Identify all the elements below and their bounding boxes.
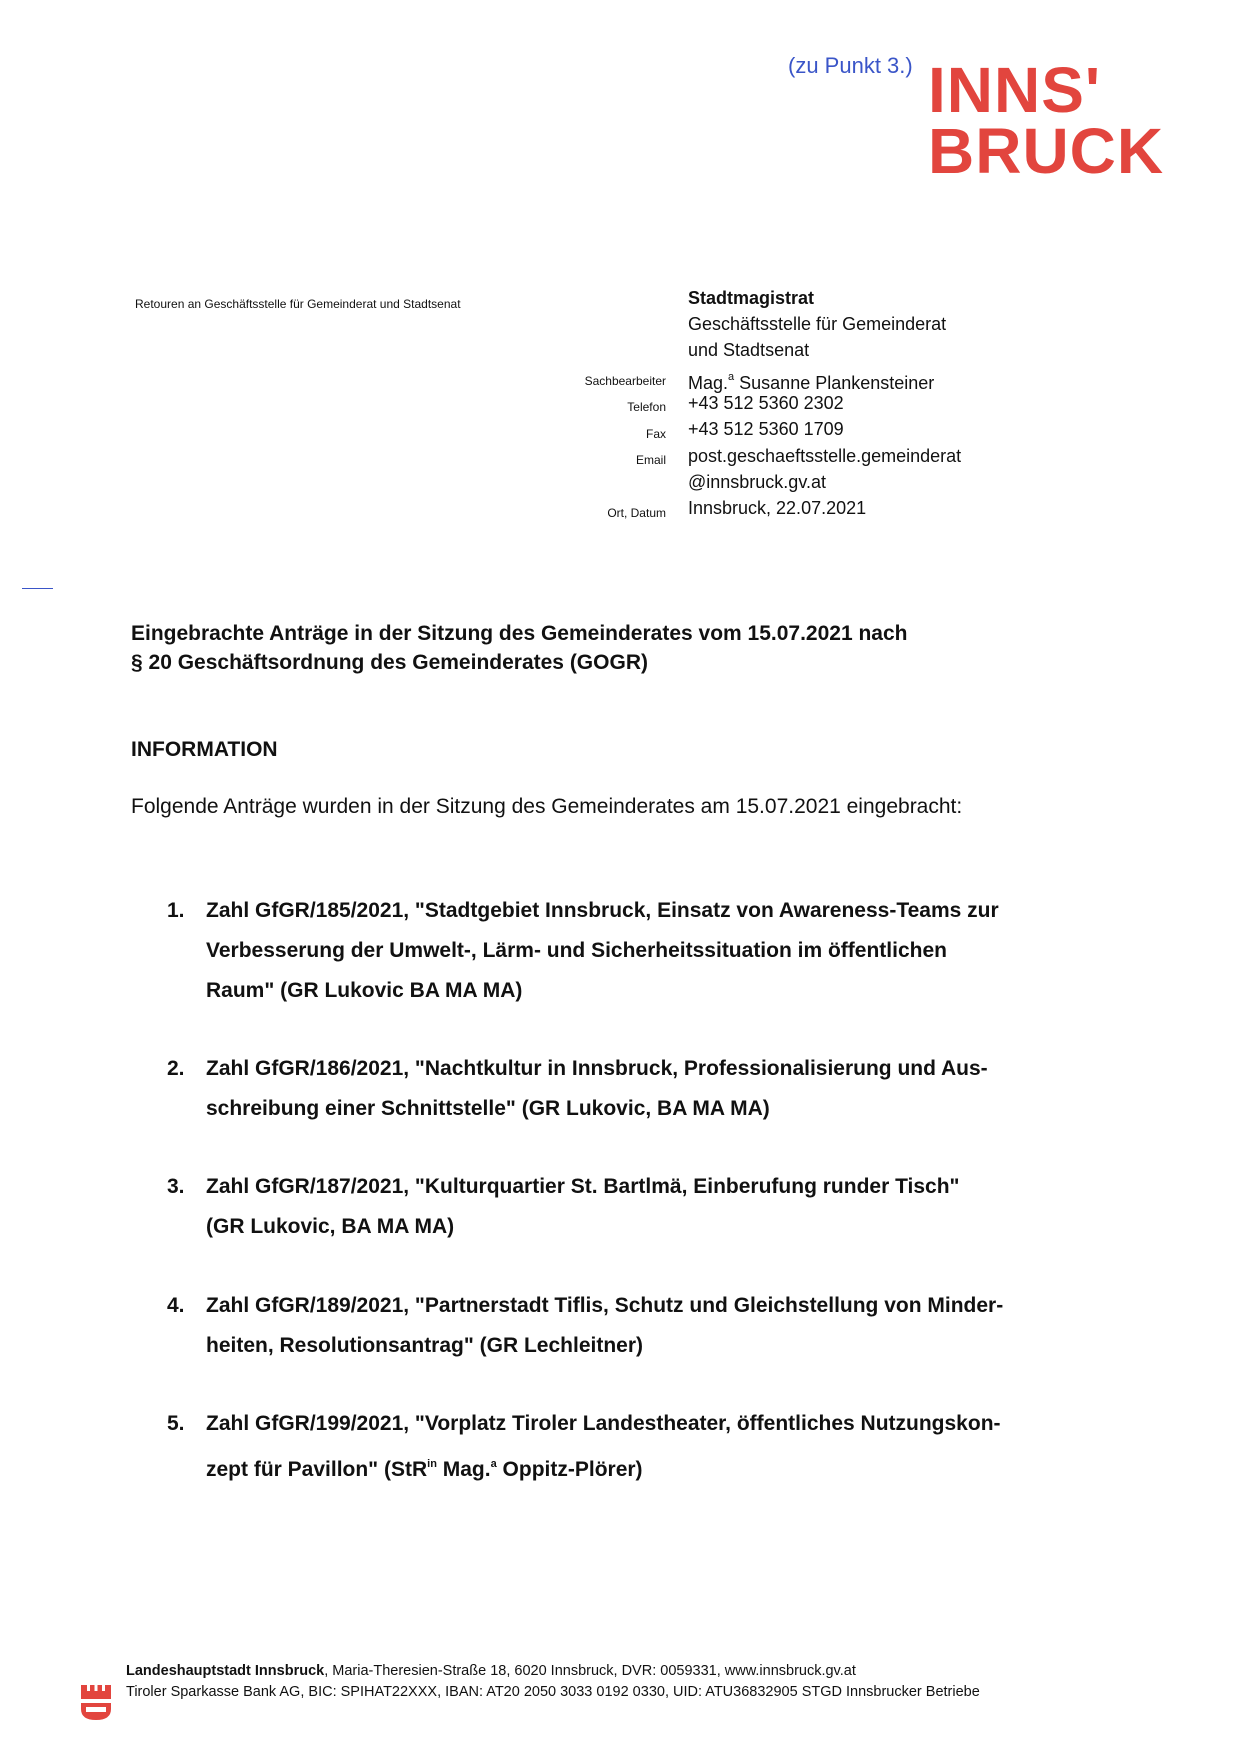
item-text: Zahl GfGR/189/2021, "Partnerstadt Tiflis, Schutz und Gleichstellung von Minder- heiten, Resolutionsantrag" (GR Lechleitner) — [206, 1294, 1004, 1357]
title-line1: Eingebrachte Anträge in der Sitzung des Gemeinderates vom 15.07.2021 nach — [131, 622, 908, 645]
coat-of-arms-icon — [81, 1685, 111, 1720]
phone-label: Telefon — [627, 400, 666, 414]
reference-note: (zu Punkt 3.) — [788, 53, 913, 78]
item-text: Zahl GfGR/186/2021, "Nachtkultur in Innsbruck, Professionalisierung und Aus- schreibung einer Schnittstelle" (GR Lukovic, BA MA MA) — [206, 1057, 988, 1120]
fax-label: Fax — [645, 427, 666, 441]
fold-mark — [22, 588, 53, 589]
item-text: Zahl GfGR/185/2021, "Stadtgebiet Innsbruck, Einsatz von Awareness-Teams zur Verbesserung der Umwelt-, Lärm- und Sicherheitssituation im öffentlichen Raum" (GR Lukovic BA MA MA) — [206, 899, 999, 1002]
email-line2: @innsbruck.gv.at — [688, 472, 826, 492]
fax-value: +43 512 5360 1709 — [688, 419, 844, 439]
footer-bank: Tiroler Sparkasse Bank AG, BIC: SPIHAT22XXX, IBAN: AT20 2050 3033 0192 0330, UID: ATU36832905 STGD Innsbrucker Betriebe — [126, 1684, 980, 1700]
clerk-label: Sachbearbeiter — [584, 374, 666, 388]
org-name: Stadtmagistrat — [688, 288, 815, 308]
item-number: 5. — [167, 1412, 185, 1435]
section-heading: INFORMATION — [131, 738, 278, 761]
item-text: Zahl GfGR/187/2021, "Kulturquartier St. Bartlmä, Einberufung runder Tisch" (GR Lukovic, BA MA MA) — [206, 1175, 960, 1238]
return-address: Retouren an Geschäftsstelle für Gemeinderat und Stadtsenat — [135, 297, 461, 311]
phone-value: +43 512 5360 2302 — [688, 393, 844, 413]
item-number: 2. — [167, 1057, 185, 1080]
item-number: 3. — [167, 1175, 185, 1198]
email-line1: post.geschaeftsstelle.gemeinderat — [688, 446, 962, 466]
logo-line2: BRUCK — [928, 115, 1165, 176]
email-label: Email — [635, 453, 666, 467]
innsbruck-logo — [928, 56, 1174, 176]
title-line2: § 20 Geschäftsordnung des Gemeinderates (GOGR) — [131, 651, 648, 674]
place-date-label: Ort, Datum — [607, 506, 666, 520]
department-line2: und Stadtsenat — [688, 340, 810, 360]
footer-address: Landeshauptstadt Innsbruck, Maria-Theresien-Straße 18, 6020 Innsbruck, DVR: 0059331, www.innsbruck.gv.at — [126, 1663, 856, 1679]
item-text: Zahl GfGR/199/2021, "Vorplatz Tiroler Landestheater, öffentliches Nutzungskon- zept für Pavillon" (StR$^{in}$ Mag.$^a$ Oppitz-Plörer) — [206, 1412, 1001, 1481]
department-line1: Geschäftsstelle für Gemeinderat — [688, 314, 947, 334]
item-number: 4. — [167, 1294, 185, 1317]
intro-text: Folgende Anträge wurden in der Sitzung des Gemeinderates am 15.07.2021 eingebracht: — [131, 795, 963, 818]
place-date-value: Innsbruck, 22.07.2021 — [688, 498, 867, 518]
clerk-name: Mag.$^a$ Susanne Plankensteiner — [688, 371, 935, 393]
document-title — [131, 619, 1091, 677]
item-number: 1. — [167, 899, 185, 922]
logo-line1: INNS' — [928, 56, 1102, 126]
